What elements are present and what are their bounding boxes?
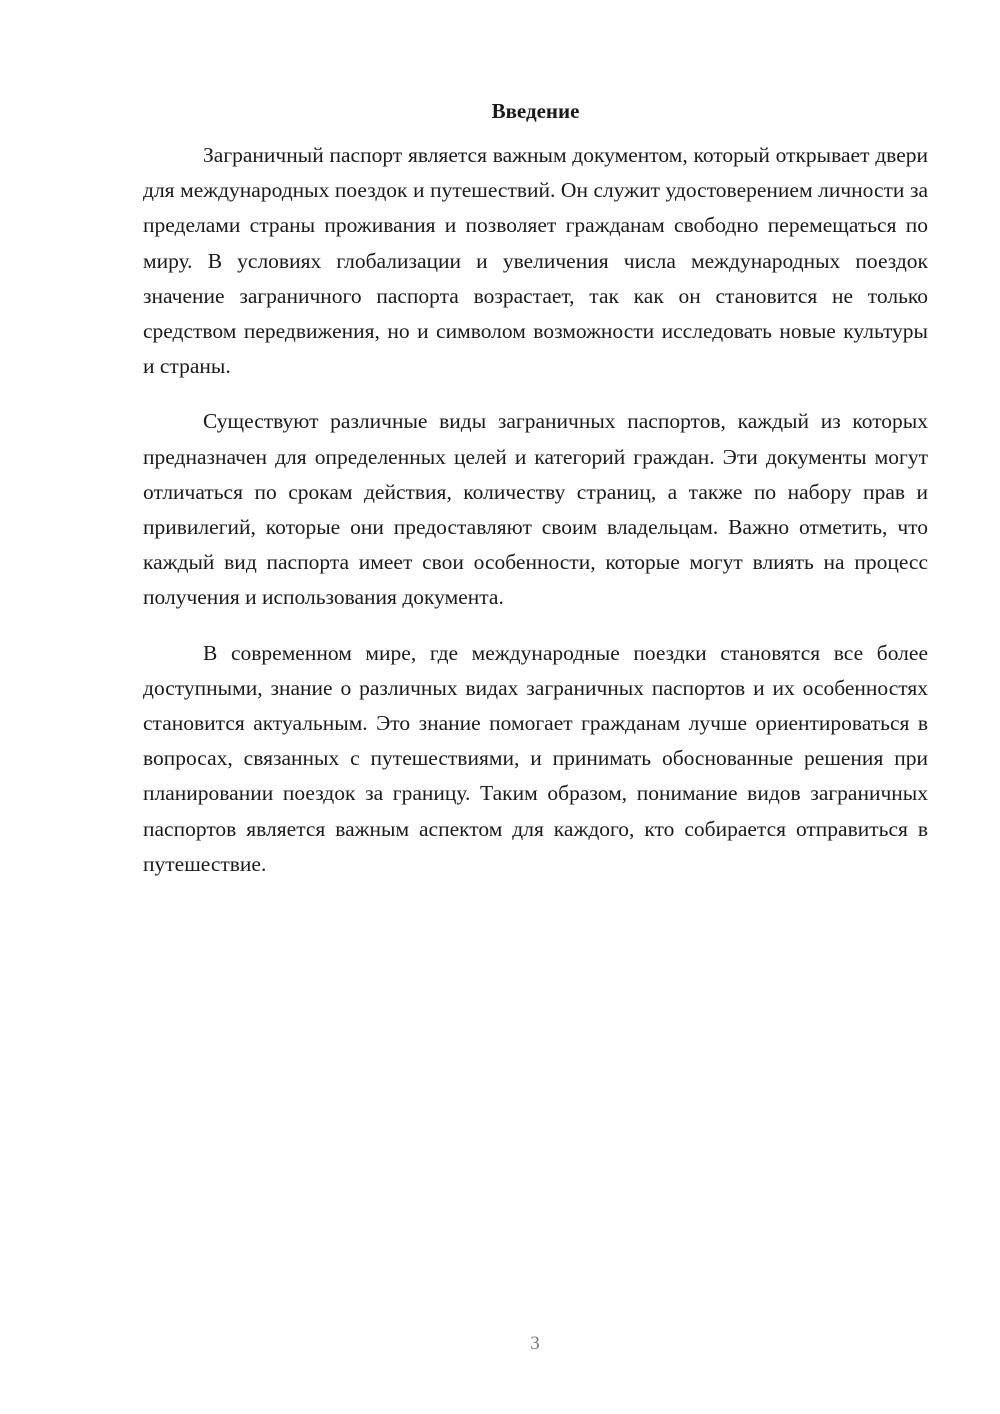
paragraph-2: Существуют различные виды заграничных паспортов, каждый из которых предназначен для определенных целей и категорий граждан. Эти документы могут отличаться по срокам действия, количеству страниц, а также по набору прав и привилегий, которые они предоставляют своим владельцам. Важно отметить, что каждый вид паспорта имеет свои особенности, которые могут влиять на процесс получения и использования документа. — [143, 409, 928, 610]
section-heading: Введение — [491, 99, 580, 123]
paragraph-3: В современном мире, где международные поездки становятся все более доступными, знание о различных видах заграничных паспортов и их особенностях становится актуальным. Это знание помогает гражданам лучше ориентироваться в вопросах, связанных с путешествиями, и принимать обоснованные решения при планировании поездок за границу. Таким образом, понимание видов заграничных паспортов является важным аспектом для каждого, кто собирается отправиться в путешествие. — [143, 640, 928, 876]
page-number: 3 — [530, 1333, 540, 1354]
paragraph-1: Заграничный паспорт является важным документом, который открывает двери для международных поездок и путешествий. Он служит удостоверением личности за пределами страны проживания и позволяет гражданам свободно перемещаться по миру. В условиях глобализации и увеличения числа международных поездок значение заграничного паспорта возрастает, так как он становится не только средством передвижения, но и символом возможности исследовать новые культуры и страны. — [143, 143, 928, 379]
page-content — [143, 96, 928, 902]
